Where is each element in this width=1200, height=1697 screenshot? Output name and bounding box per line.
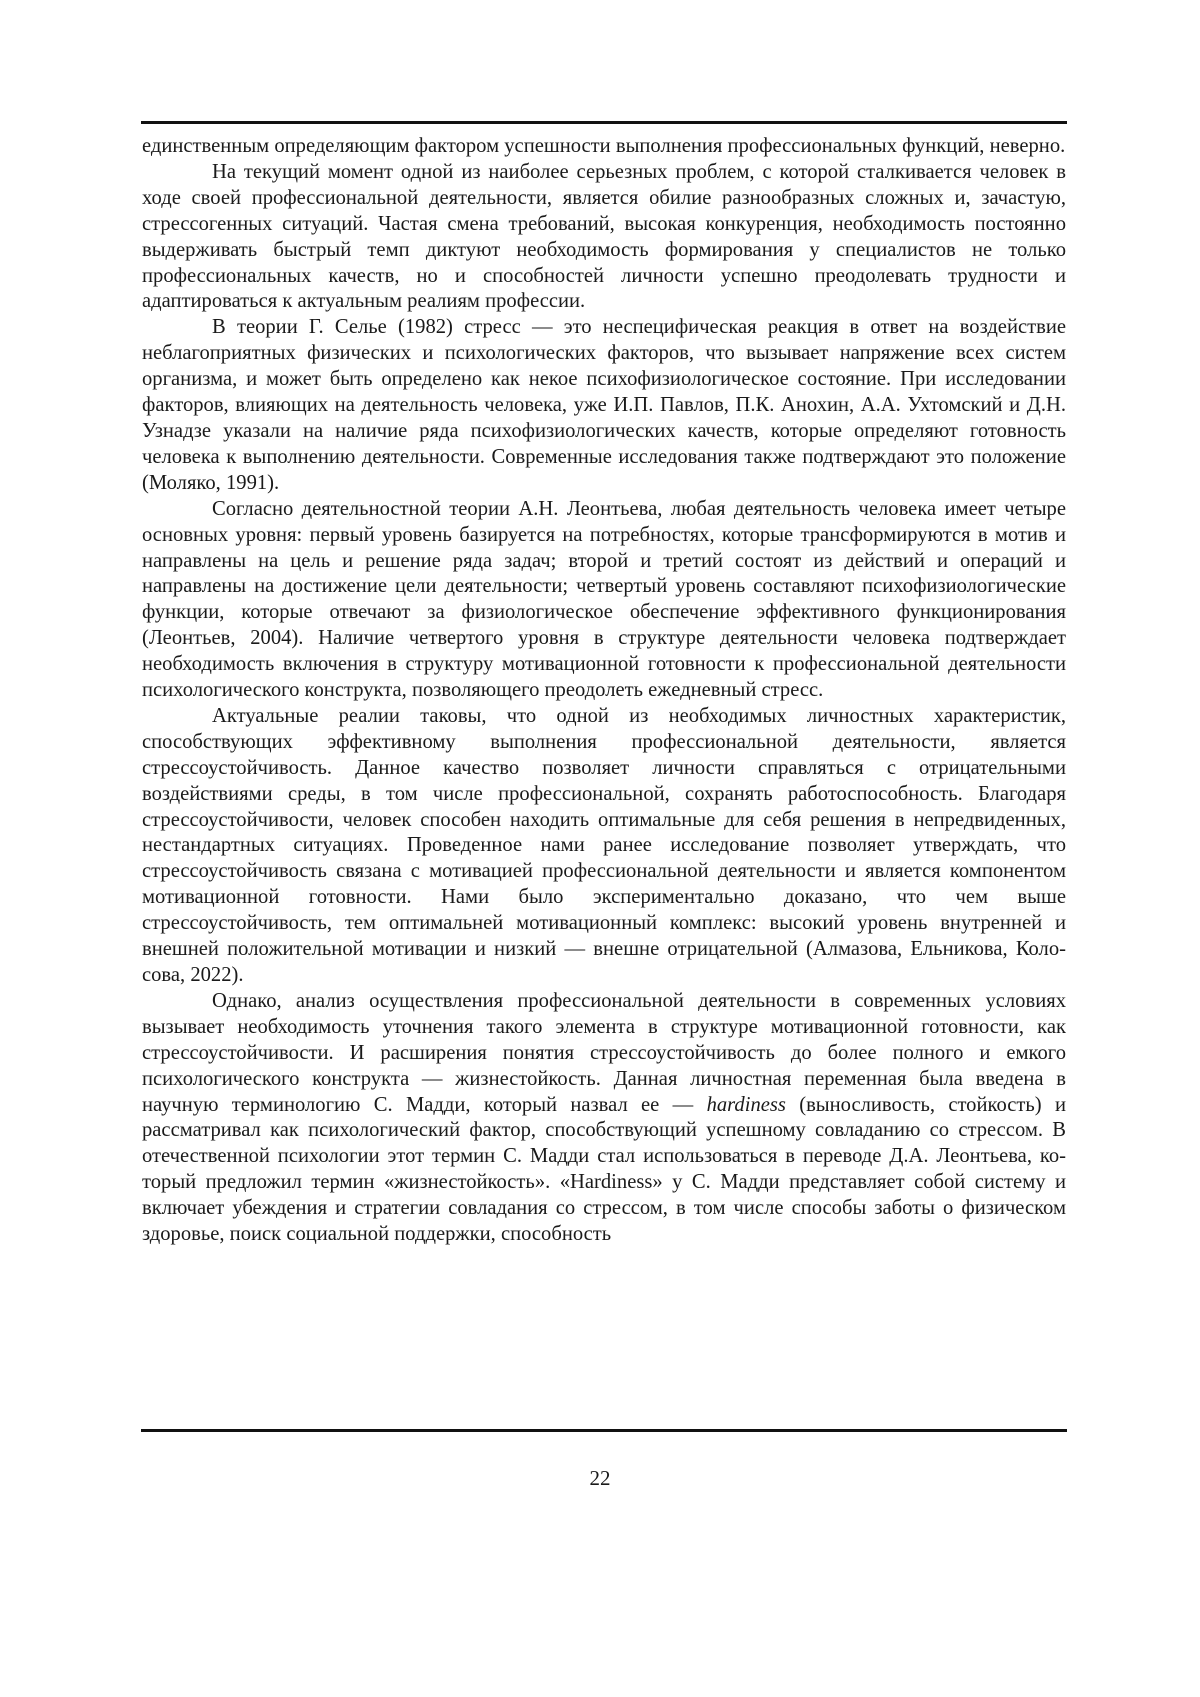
body-text — [142, 134, 1066, 1248]
paragraph-6-part-1: Однако, анализ осуществления профессиональной деятельности в современных условиях вызывает необходимость уточнения такого элемента в структуре мотивационной готовности, как стрессоустойчивости. И расширения понятия стрессоустойчивость до более полного и емкого психологического конструкта — жизнестойкость. Данная личностная переменная была введена в научную терминологию С. Мадди, который назвал ее — — [142, 989, 1066, 1116]
paragraph-4: Согласно деятельностной теории А.Н. Леонтьева, любая деятельность человека имеет четыре основных уровня: первый уровень базируется на потребностях, которые трансформируются в мотив и направлены на цель и решение ряда задач; второй и третий состоят из действий и операций и направлены на достижение цели деятельности; четвертый уровень составляют психофизиологические функции, которые отвечают за физиологическое обеспечение эффективного функционирования (Леонтьев, 2004). Наличие четвертого уровня в структуре деятельности человека подтверждает необходимость включения в структуру мотивационной готовности к профессиональной деятельности психологического конструкта, позволяющего преодолеть ежедневный стресс. — [142, 497, 1066, 702]
paragraph-1: единственным определяющим фактором успешности выполнения профессиональных функций, неверно. — [142, 135, 1066, 157]
paragraph-2: На текущий момент одной из наиболее серьезных проблем, с которой сталкивается человек в ходе своей профессиональной деятельности, является обилие разнообразных сложных и, зачастую, стрессогенных ситуаций. Частая смена требований, высокая конкуренция, необходимость постоянно выдерживать быстрый темп диктуют необходимость формирования у специалистов не только профессиональных качеств, но и способностей личности успешно преодолевать трудности и адаптироваться к актуальным реалиям профессии. — [142, 160, 1066, 313]
paragraph-3: В теории Г. Селье (1982) стресс — это неспецифическая реакция в ответ на воздействие неблагоприятных физических и психологических факторов, что вызывает напряжение всех систем организма, и может быть определено как некое психофизиологическое состояние. При исследовании факторов, влияющих на деятельность человека, уже И.П. Павлов, П.К. Анохин, А.А. Ухтомский и Д.Н. Узнадзе указали на наличие ряда психофизиологических качеств, которые определяют готовность человека к выполнению деятельности. Современные исследования также подтверждают это положение (Моляко, 1991). — [142, 316, 1066, 494]
page-number: 22 — [589, 1466, 611, 1490]
italic-term-hardiness: hardiness — [706, 1093, 786, 1116]
header-rule — [141, 121, 1067, 124]
paragraph-5: Актуальные реалии таковы, что одной из необходимых личностных характеристик, способствующих эффективному выполнения профессиональной деятельности, является стрессоустойчивость. Данное качество позволяет личности справляться с отрицательными воздействиями среды, в том числе профессиональной, сохранять работоспособность. Благодаря стрессоустойчивости, человек способен находить оптимальные для себя решения в непредвиденных, нестандартных ситуациях. Проведенное нами ранее исследование позволяет утверждать, что стрессоустойчивость связана с мотивацией профессиональной деятельности и является компонентом мотивационной готовности. Нами было экспериментально доказано, что чем выше стрессоустойчивость, тем оптимальней мотивационный комплекс: высокий уровень внутренней и внешней положительной мотивации и низкий — внешне отрицательной (Алмазова, Ельникова, Колосова, 2022). — [142, 704, 1066, 986]
paragraph-6 — [142, 989, 1066, 1248]
footer-rule — [141, 1429, 1067, 1432]
paragraph-6-part-2: (выносливость, стойкость) и рассматривал как психологический фактор, способствующий успешному совладанию со стрессом. В отечественной психологии этот термин С. Мадди стал использоваться в переводе Д.А. Леонтьева, который предложил термин «жизнестойкость». «Hardiness» у С. Мадди представляет собой систему и включает убеждения и стратегии совладания со стрессом, в том числе способы заботы о физическом здоровье, поиск социальной поддержки, способность — [142, 1093, 1067, 1246]
